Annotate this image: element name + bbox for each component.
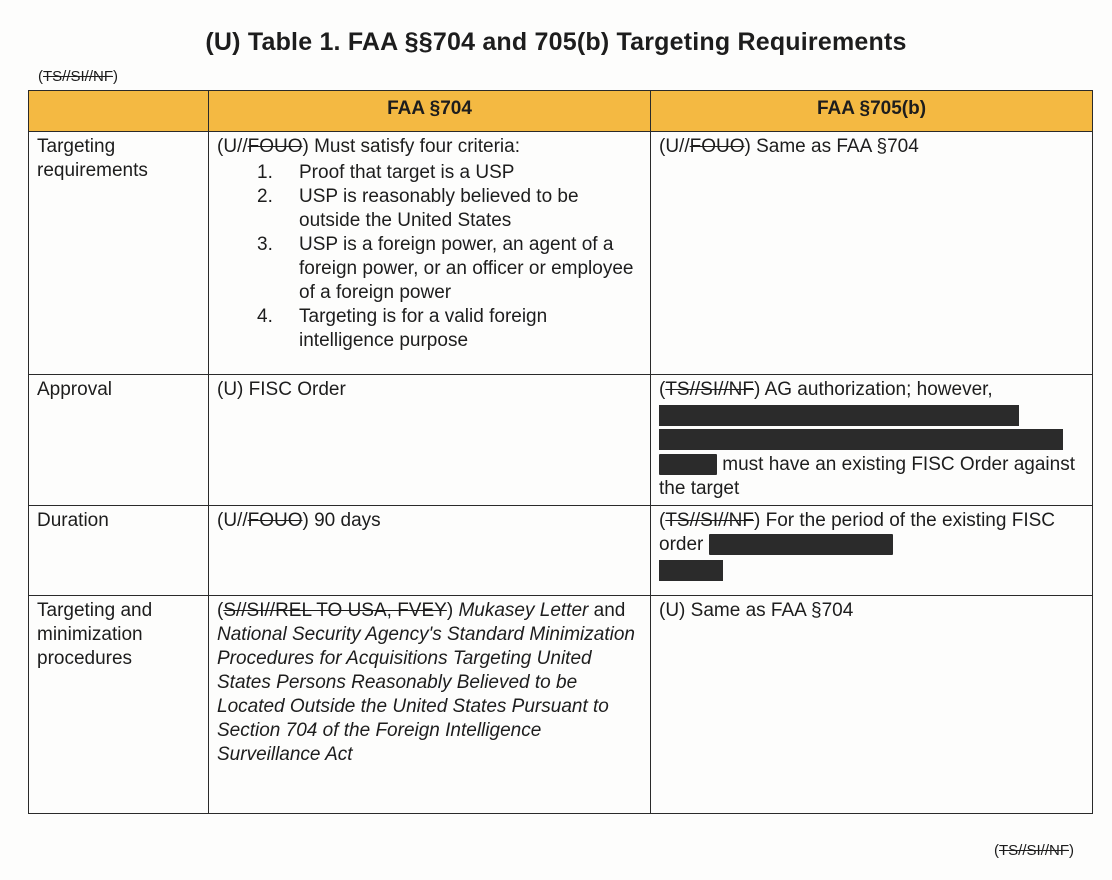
table-header-row (29, 91, 1093, 132)
table-title: (U) Table 1. FAA §§704 and 705(b) Targeting Requirements (205, 28, 907, 56)
classification-text: U//FOUO (223, 136, 303, 157)
criteria-list (217, 161, 642, 353)
marking-text: TS//SI//NF (998, 842, 1069, 859)
document-title-italic: Mukasey Letter (458, 600, 589, 621)
classification-text: S//SI//REL TO USA, FVEY (223, 600, 447, 621)
header-faa-704: FAA §704 (209, 91, 651, 132)
table-row (29, 506, 1093, 596)
list-item: 3. USP is a foreign power, an agent of a foreign power, or an officer or employee of a foreign power (257, 234, 634, 303)
cell-704-targeting: (U//FOUO) Must satisfy four criteria: 1. Proof that target is a USP 2. USP is reasonably believed to be outside the United States 3. USP is a foreign power, an agent of a foreign power, or an officer or employee of a foreign power 4. Targeting is for a valid foreign intelligence purpose (209, 132, 651, 375)
list-item: 4. Targeting is for a valid foreign intelligence purpose (257, 306, 548, 351)
redaction-block (659, 560, 723, 581)
header-blank (29, 91, 209, 132)
table-row (29, 596, 1093, 814)
classification-marking-bottom: (TS//SI//NF) (993, 842, 1074, 859)
cell-705b-approval: (TS//SI//NF) AG authorization; however, must have an existing FISC Order against the target (651, 375, 1093, 506)
list-item-text: Targeting is for a valid foreign intelligence purpose (299, 306, 548, 351)
cell-text: and (593, 600, 626, 621)
redaction-block (659, 405, 1019, 426)
classification-text: U//FOUO (665, 136, 745, 157)
cell-text: 90 days (314, 510, 381, 531)
marking-text: TS//SI//NF (43, 68, 114, 85)
row-label: Targeting requirements (29, 132, 209, 375)
classification-text: U//FOUO (223, 510, 303, 531)
list-item: 1. Proof that target is a USP (257, 162, 515, 183)
table-row (29, 132, 1093, 375)
cell-text: For the period of the existing FISC order (659, 510, 1055, 555)
cell-705b-targeting: (U//FOUO) Same as FAA §704 (651, 132, 1093, 375)
classification-text: TS//SI//NF (665, 379, 755, 400)
cell-705b-procedures: (U) Same as FAA §704 (651, 596, 1093, 814)
classification-text: TS//SI//NF (665, 510, 755, 531)
redaction-block (659, 429, 1063, 450)
document-title-italic: National Security Agency's Standard Minimization Procedures for Acquisitions Targeting United States Persons Reasonably Believed to be Located Outside the United States Pursuant to Section 704 of the Foreign Intelligence Surveillance Act (217, 624, 635, 765)
row-label: Targeting and minimization procedures (29, 596, 209, 814)
cell-text: AG authorization; however, (764, 379, 993, 400)
cell-text: Must satisfy four criteria: (314, 136, 520, 157)
cell-text: must have an existing FISC Order against the target (659, 454, 1075, 499)
list-item-text: USP is reasonably believed to be outside the United States (299, 186, 579, 231)
list-item: 2. USP is reasonably believed to be outside the United States (257, 186, 579, 231)
cell-text: Same as FAA §704 (756, 136, 919, 157)
cell-704-approval: (U) FISC Order (209, 375, 651, 506)
list-item-text: Proof that target is a USP (299, 162, 515, 183)
row-label: Approval (29, 375, 209, 506)
cell-705b-duration: (TS//SI//NF) For the period of the existing FISC order (651, 506, 1093, 596)
redaction-block (659, 454, 717, 475)
redaction-block (709, 534, 893, 555)
table-row (29, 375, 1093, 506)
cell-704-procedures: (S//SI//REL TO USA, FVEY) Mukasey Letter and National Security Agency's Standard Minimization Procedures for Acquisitions Targeting United States Persons Reasonably Believed to be Located Outside the United States Pursuant to Section 704 of the Foreign Intelligence Surveillance Act (209, 596, 651, 814)
cell-704-duration: (U//FOUO) 90 days (209, 506, 651, 596)
row-label: Duration (29, 506, 209, 596)
classification (223, 136, 302, 157)
list-item-text: USP is a foreign power, an agent of a foreign power, or an officer or employee of a foreign power (299, 234, 634, 303)
classification-marking-top: (TS//SI//NF) (38, 68, 119, 85)
targeting-requirements-table (28, 90, 1093, 814)
header-faa-705b: FAA §705(b) (651, 91, 1093, 132)
